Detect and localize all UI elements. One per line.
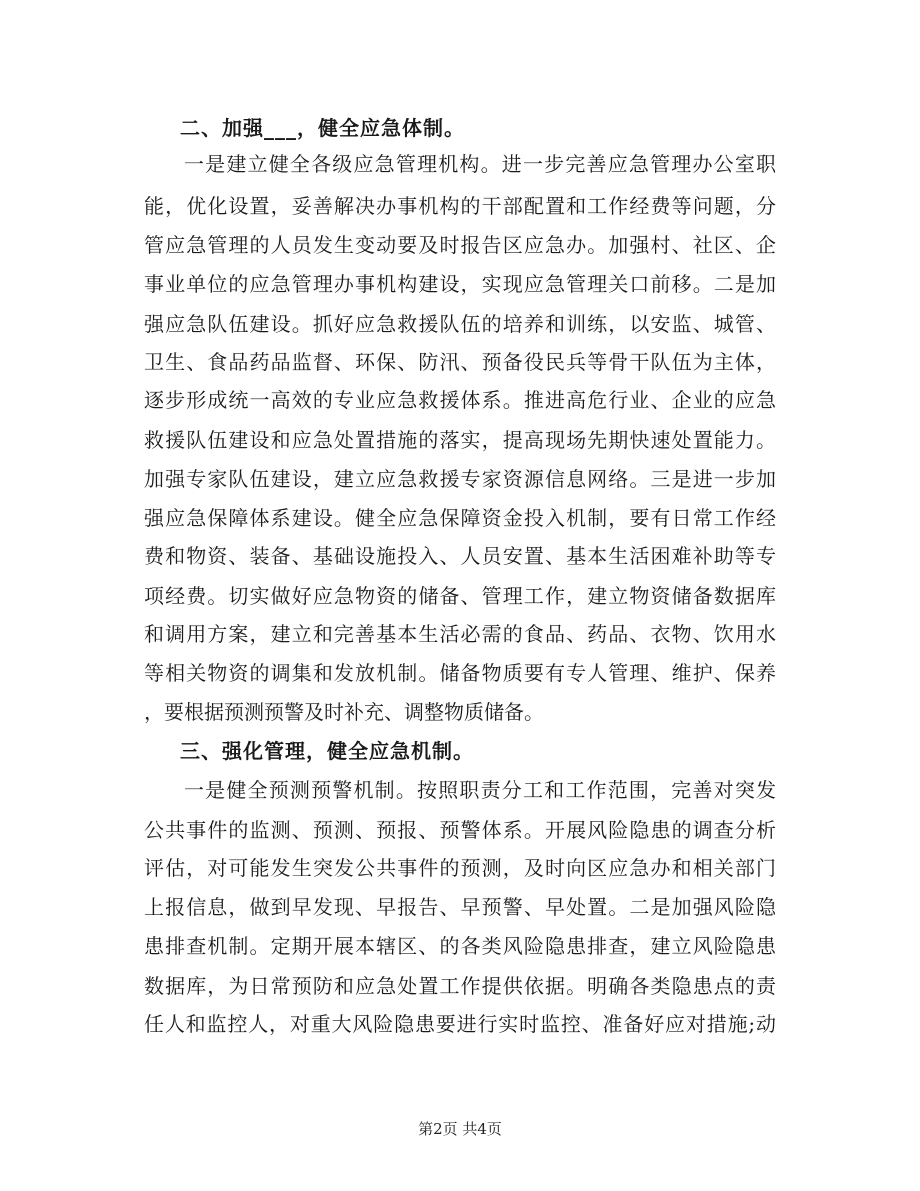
section-2-line: 管应急管理的人员发生变动要及时报告区应急办。加强村、社区、企 xyxy=(144,233,776,257)
section-2-line: ，要根据预测预警及时补充、调整物质储备。 xyxy=(144,700,544,724)
section-2-line: 强应急队伍建设。抓好应急救援队伍的培养和训练，以安监、城管、 xyxy=(144,312,776,336)
section-3-line: 患排查机制。定期开展本辖区、的各类风险隐患排查，建立风险隐患 xyxy=(144,934,776,958)
section-3-heading: 三、强化管理，健全应急机制。 xyxy=(180,739,474,763)
section-2-line: 一是建立健全各级应急管理机构。进一步完善应急管理办公室职 xyxy=(184,152,776,176)
section-2-line: 加强专家队伍建设，建立应急救援专家资源信息网络。三是进一步加 xyxy=(144,467,776,491)
section-3-line: 评估，对可能发生突发公共事件的预测，及时向区应急办和相关部门 xyxy=(144,856,776,880)
section-3-line: 上报信息，做到早发现、早报告、早预警、早处置。二是加强风险隐 xyxy=(144,895,776,919)
section-2-line: 费和物资、装备、基础设施投入、人员安置、基本生活困难补助等专 xyxy=(144,544,776,568)
section-2-line: 逐步形成统一高效的专业应急救援体系。推进高危行业、企业的应急 xyxy=(144,388,776,412)
section-2-line: 事业单位的应急管理办事机构建设，实现应急管理关口前移。二是加 xyxy=(144,272,776,296)
section-2-line: 卫生、食品药品监督、环保、防汛、预备役民兵等骨干队伍为主体， xyxy=(144,350,776,374)
section-2-line: 强应急保障体系建设。健全应急保障资金投入机制，要有日常工作经 xyxy=(144,506,776,530)
page-number-footer: 第2页 共4页 xyxy=(418,1120,502,1138)
section-2-line: 项经费。切实做好应急物资的储备、管理工作，建立物资储备数据库 xyxy=(144,584,776,608)
section-2-line: 和调用方案，建立和完善基本生活必需的食品、药品、衣物、饮用水 xyxy=(144,622,776,646)
section-3-line: 一是健全预测预警机制。按照职责分工和工作范围，完善对突发 xyxy=(184,778,776,802)
section-2-line: 等相关物资的调集和发放机制。储备物质要有专人管理、维护、保养 xyxy=(144,661,776,685)
section-3-line: 任人和监控人，对重大风险隐患要进行实时监控、准备好应对措施;动 xyxy=(144,1012,776,1036)
section-2-line: 能，优化设置，妥善解决办事机构的干部配置和工作经费等问题，分 xyxy=(144,194,776,218)
section-2-line: 救援队伍建设和应急处置措施的落实，提高现场先期快速处置能力。 xyxy=(144,428,776,452)
section-3-line: 数据库，为日常预防和应急处置工作提供依据。明确各类隐患点的责 xyxy=(144,974,776,998)
section-3-line: 公共事件的监测、预测、预报、预警体系。开展风险隐患的调查分析 xyxy=(144,818,776,842)
section-2-heading: 二、加强___，健全应急体制。 xyxy=(180,116,465,140)
